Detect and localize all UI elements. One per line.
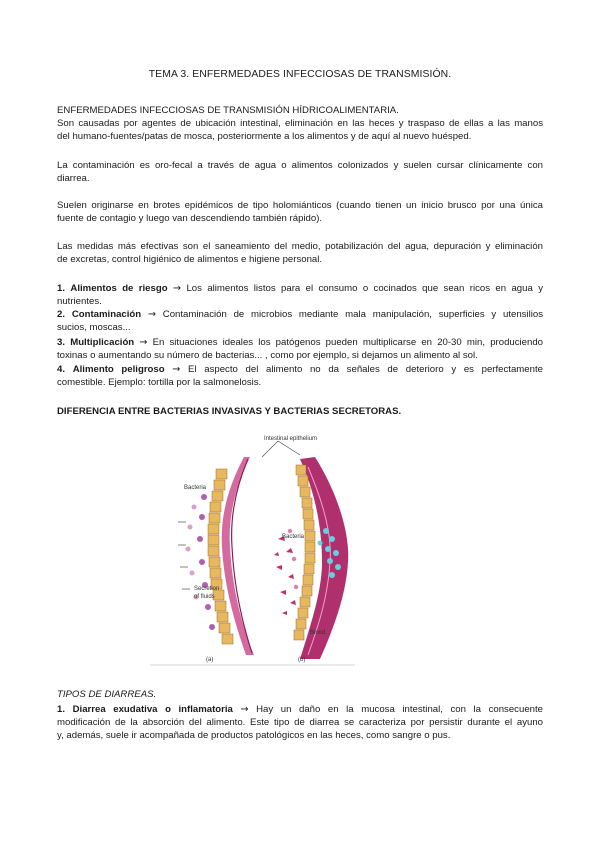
paragraph-outbreaks [57,199,543,225]
list-text: Hay un daño en la mucosa intestinal, con la consecuente [256,704,543,715]
list-item [57,363,543,389]
label-bacteria-a: Bacteria [184,485,207,491]
section-heading-diff: DIFERENCIA ENTRE BACTERIAS INVASIVAS Y BACTERIAS SECRETORAS. [57,406,402,417]
list-item [57,282,543,308]
label-bacteria-b: Bacteria [282,534,305,540]
list-number: 1. [57,283,66,294]
paragraph-line: Las medidas más efectivas son el saneamiento del medio, potabilización del agua, depuración y eliminación [57,241,543,252]
list-term: Diarrea exudativa o inflamatoria [72,704,233,715]
list-number: 2. [57,309,66,320]
list-text: y, además, suele ir acompañada de productos patológicos en las heces, como sangre o pus. [57,730,451,741]
label-panel-b: (b) [298,657,306,663]
list-text: El aspecto del alimento no da señales de deterioro y es perfectamente [188,364,543,375]
list-text: Contaminación de microbios mediante mala manipulación, superficies y utensilios [162,309,544,320]
list-text: En situaciones ideales los patógenos pueden multiplicarse en 20-30 min, produciendo [152,337,544,348]
arrow-icon: → [139,337,148,348]
label-epithelium: Intestinal epithelium [264,436,318,442]
list-text: toxinas o aumentando su número de bacterias... , como por ejemplo, si dejamos un alimento al sol. [57,350,478,361]
page-title: TEMA 3. ENFERMEDADES INFECCIOSAS DE TRANSMISIÓN. [148,69,452,80]
list-item [57,308,543,334]
label-secretion-fluids: of fluids [194,594,215,600]
arrow-icon: → [173,283,182,294]
arrow-icon: → [172,364,181,375]
list-text: Los alimentos listos para el consumo o cocinados que sean ricos en agua y [186,283,544,294]
list-text: modificación de la absorción del alimento. Este tipo de diarrea se caracteriza por persistir durante el ayuno [57,717,543,728]
section-heading: ENFERMEDADES INFECCIOSAS DE TRANSMISIÓN HÍDRICOALIMENTARIA. [57,105,399,116]
list-term: Alimentos de riesgo [70,283,168,294]
label-blood: Blood [310,630,326,636]
arrow-icon: → [240,704,249,715]
paragraph-line: de excretas, control higiénico de alimentos e higiene personal. [57,254,323,265]
paragraph-line: Son causadas por agentes de ubicación intestinal, eliminación en las heces y traspaso de ellas a las manos [57,118,543,129]
list-term: Alimento peligroso [72,364,165,375]
list-term: Contaminación [71,309,142,320]
paragraph-line: La contaminación es oro-fecal a través de agua o alimentos colonizados y suelen cursar clínicamente con [57,160,543,171]
label-panel-a: (a) [206,657,214,663]
list-number: 1. [57,704,66,715]
list-text: sucios, moscas... [57,322,131,333]
paragraph-contamination [57,159,543,185]
paragraph-line: diarrea. [57,173,90,184]
list-text: comestible. Ejemplo: tortilla por la salmonelosis. [57,377,262,388]
list-text: nutrientes. [57,296,102,307]
paragraph-cause [57,117,543,143]
list-item-diarrea [57,703,543,742]
label-secretion: Secretion [194,586,220,592]
list-term: Multiplicación [70,337,135,348]
section-heading-tipos: TIPOS DE DIARREAS. [57,689,157,700]
paragraph-measures [57,240,543,266]
paragraph-line: del humano-fuentes/patas de mosca, posteriormente a los alimentos y de aquí al nuevo huésped. [57,131,472,142]
list-number: 4. [57,364,66,375]
paragraph-line: fuente de contagio y luego van descendiendo también rápido). [57,213,323,224]
list-item [57,336,543,362]
paragraph-line: Suelen originarse en brotes epidémicos de tipo holomiánticos (cuando tienen un inicio brusco por una única [57,200,543,211]
arrow-icon: → [147,309,156,320]
list-number: 3. [57,337,66,348]
bacteria-figure [150,427,355,667]
